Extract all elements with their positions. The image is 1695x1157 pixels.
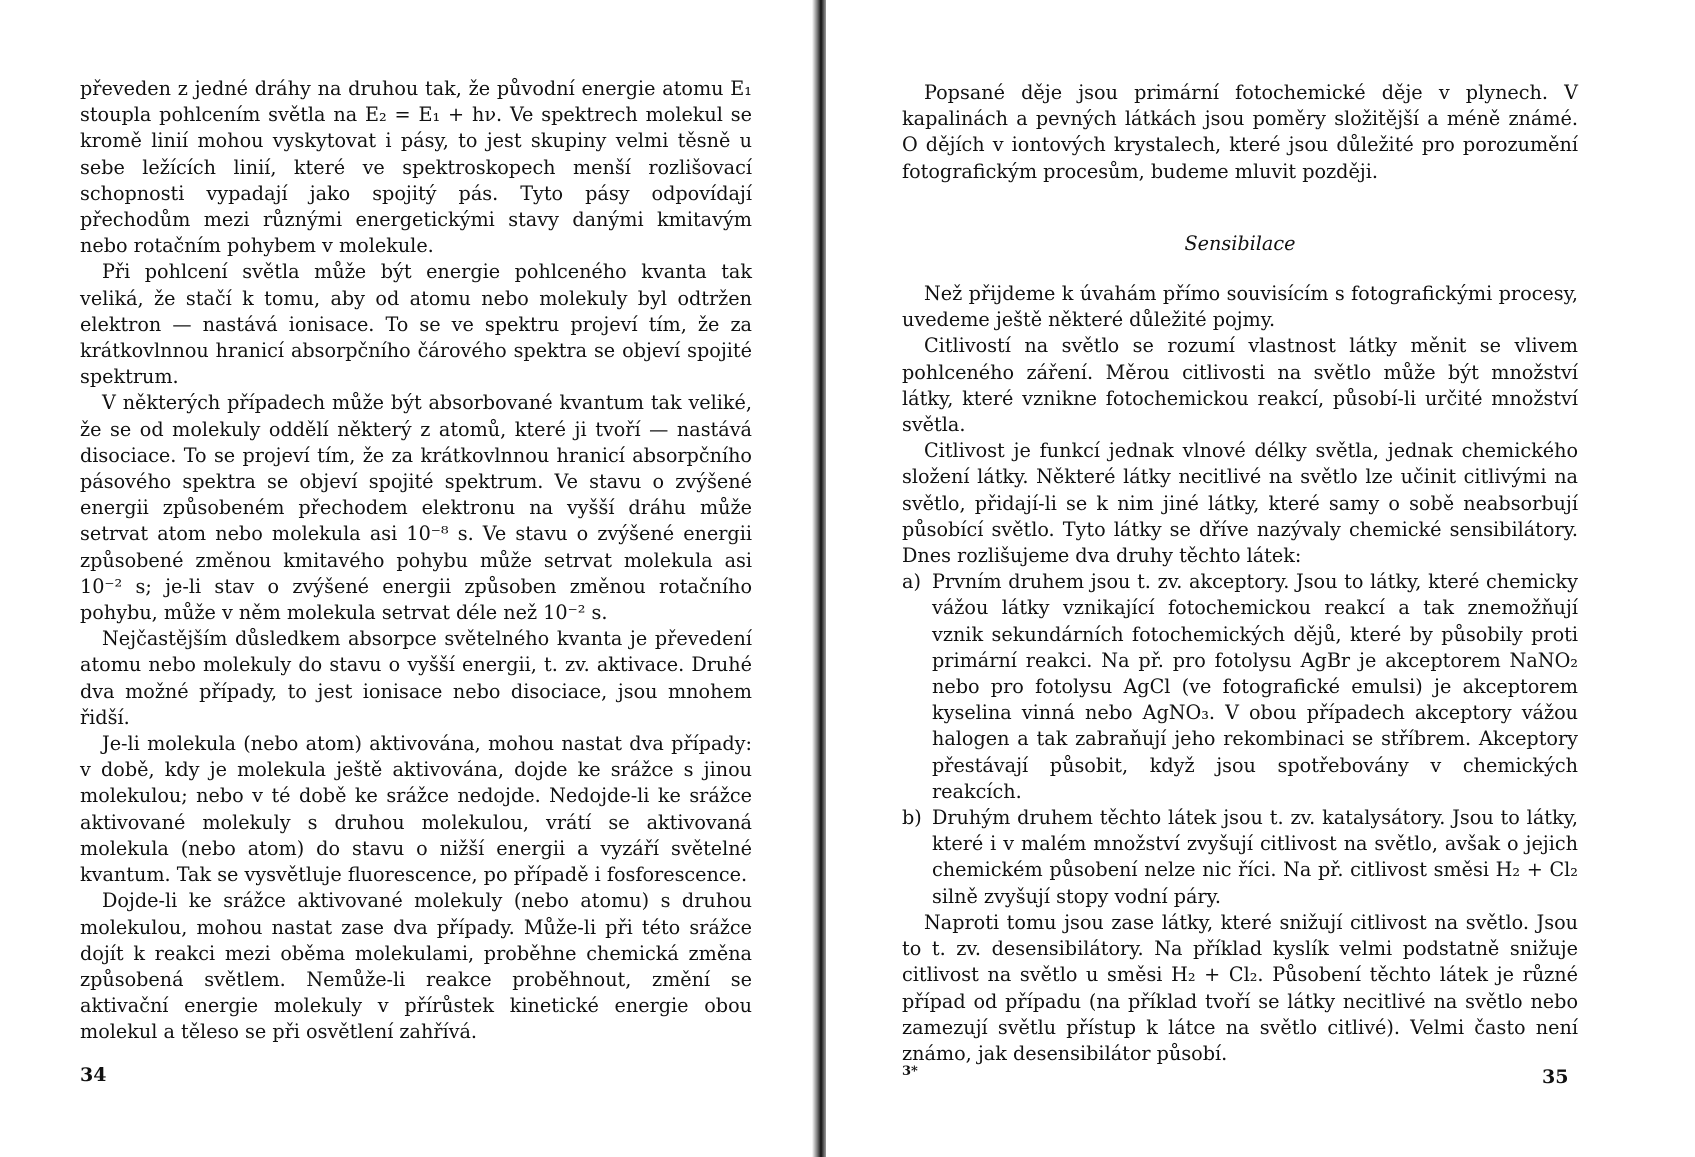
right-paragraph-3: Citlivost je funkcí jednak vlnové délky světla, jednak chemického složení látky. Některé látky necitlivé na světlo lze učinit citlivými na světlo, přidají-li se k nim jiné látky, které samy o sobě neabsorbují působící světlo. Tyto látky se dříve nazývaly chemické sensibilátory. Dnes rozlišujeme dva druhy těchto látek: — [902, 439, 1578, 568]
list-marker-b: b) — [902, 806, 922, 830]
right-paragraph-1: Než přijdeme k úvahám přímo souvisícím s fotografickými procesy, uvedeme ještě některé důležité pojmy. — [902, 282, 1578, 332]
signature-mark: 3* — [902, 1064, 918, 1079]
right-closing-paragraph: Naproti tomu jsou zase látky, které snižují citlivost na světlo. Jsou to t. zv. desensibilátory. Na příklad kyslík velmi podstatně snižuje citlivost na světlo u směsi H₂ + Cl₂. Působení těchto látek je různé případ od případu (na příklad tvoří se látky necitlivé na světlo nebo zamezují světlu přístup k látce na světlo citlivé). Velmi často není známo, jak desensibilátor působí. — [902, 910, 1578, 1065]
right-paragraph-2: Citlivostí na světlo se rozumí vlastnost látky měnit se vlivem pohlceného záření. Měrou citlivosti na světlo může být množství látky, které vznikne fotochemickou reakcí, působí-li určité množství světla. — [902, 334, 1578, 437]
right-page-text — [902, 80, 1578, 1067]
right-page-number: 35 — [1542, 1066, 1569, 1088]
list-item-a — [902, 569, 1578, 805]
right-intro-paragraph: Popsané děje jsou primární fotochemické děje v plynech. V kapalinách a pevných látkách jsou poměry složitější a méně známé. O dějích v iontových krystalech, které jsou důležité pro porozumění fotografickým procesům, budeme mluvit později. — [902, 81, 1578, 183]
left-page-number: 34 — [80, 1064, 107, 1086]
list-text-a: Prvním druhem jsou t. zv. akceptory. Jsou to látky, které chemicky vážou látky vznikající fotochemickou reakcí a tak znemožňují vznik sekundárních fotochemických dějů, které by působily proti primární reakci. Na př. pro fotolysu AgBr je akceptorem NaNO₂ nebo pro fotolysu AgCl (ve fotografické emulsi) je akceptorem kyselina vinná nebo AgNO₃. V obou případech akceptory vážou halogen a tak zabraňují jeho rekombinaci se stříbrem. Akceptory přestávají působit, když jsou spotřebovány v chemických reakcích. — [932, 570, 1578, 803]
left-paragraph-2: Při pohlcení světla může být energie pohlceného kvanta tak veliká, že stačí k tomu, aby od atomu nebo molekuly byl odtržen elektron — nastává ionisace. To se ve spektru projeví tím, že za krátkovlnnou hranicí absorpčního čárového spektra se objeví spojité spektrum. — [80, 260, 752, 389]
left-paragraph-4: Nejčastějším důsledkem absorpce světelného kvanta je převedení atomu nebo molekuly do stavu o vyšší energii, t. zv. aktivace. Druhé dva možné případy, to jest ionisace nebo disociace, jsou mnohem řidší. — [80, 627, 752, 729]
list-marker-a: a) — [902, 570, 921, 594]
list-text-b: Druhým druhem těchto látek jsou t. zv. katalysátory. Jsou to látky, které i v malém množství zvyšují citlivost na světlo, avšak o jejich chemickém působení nelze nic říci. Na př. citlivost směsi H₂ + Cl₂ silně zvyšují stopy vodní páry. — [932, 806, 1578, 908]
left-page — [0, 0, 818, 1157]
left-page-text — [80, 76, 752, 1046]
left-paragraph-5: Je-li molekula (nebo atom) aktivována, mohou nastat dva případy: v době, kdy je molekula ještě aktivována, dojde ke srážce s jinou molekulou; nebo v té době ke srážce nedojde. Nedojde-li ke srážce aktivované molekuly s druhou molekulou, vrátí se aktivovaná molekula (nebo atom) do stavu o nižší energii a vyzáří světelné kvantum. Tak se vysvětluje fluorescence, po případě i fosforescence. — [80, 732, 752, 887]
section-title: Sensibilace — [1184, 231, 1296, 255]
left-paragraph-6: Dojde-li ke srážce aktivované molekuly (nebo atomu) s druhou molekulou, mohou nastat zase dva případy. Může-li při této srážce dojít k reakci mezi oběma molekulami, proběhne chemická změna způsobená světlem. Nemůže-li reakce proběhnout, změní se aktivační energie molekuly v přírůstek kinetické energie obou molekul a těleso se při osvětlení zahřívá. — [80, 889, 752, 1044]
left-paragraph-3: V některých případech může být absorbované kvantum tak veliké, že se od molekuly oddělí některý z atomů, které ji tvoří — nastává disociace. To se projeví tím, že za krátkovlnnou hranicí absorpčního pásového spektra se objeví spojité spektrum. Ve stavu o zvýšené energii způsobeném přechodem elektronu na vyšší dráhu může setrvat atom nebo molekula asi 10⁻⁸ s. Ve stavu o zvýšené energii způsobené změnou kmitavého pohybu může setrvat molekula asi 10⁻² s; je-li stav o zvýšené energii způsoben změnou rotačního pohybu, může v něm molekula setrvat déle než 10⁻² s. — [80, 391, 752, 625]
left-paragraph-1: převeden z jedné dráhy na druhou tak, že původní energie atomu E₁ stoupla pohlcením světla na E₂ = E₁ + hν. Ve spektrech molekul se kromě linií mohou vyskytovat i pásy, to jest skupiny velmi těsně u sebe ležících linií, které ve spektroskopech menší rozlišovací schopnosti vypadají jako spojitý pás. Tyto pásy odpovídají přechodům mezi různými energetickými stavy danými kmitavým nebo rotačním pohybem v molekule. — [80, 77, 752, 258]
list-item-b — [902, 805, 1578, 910]
